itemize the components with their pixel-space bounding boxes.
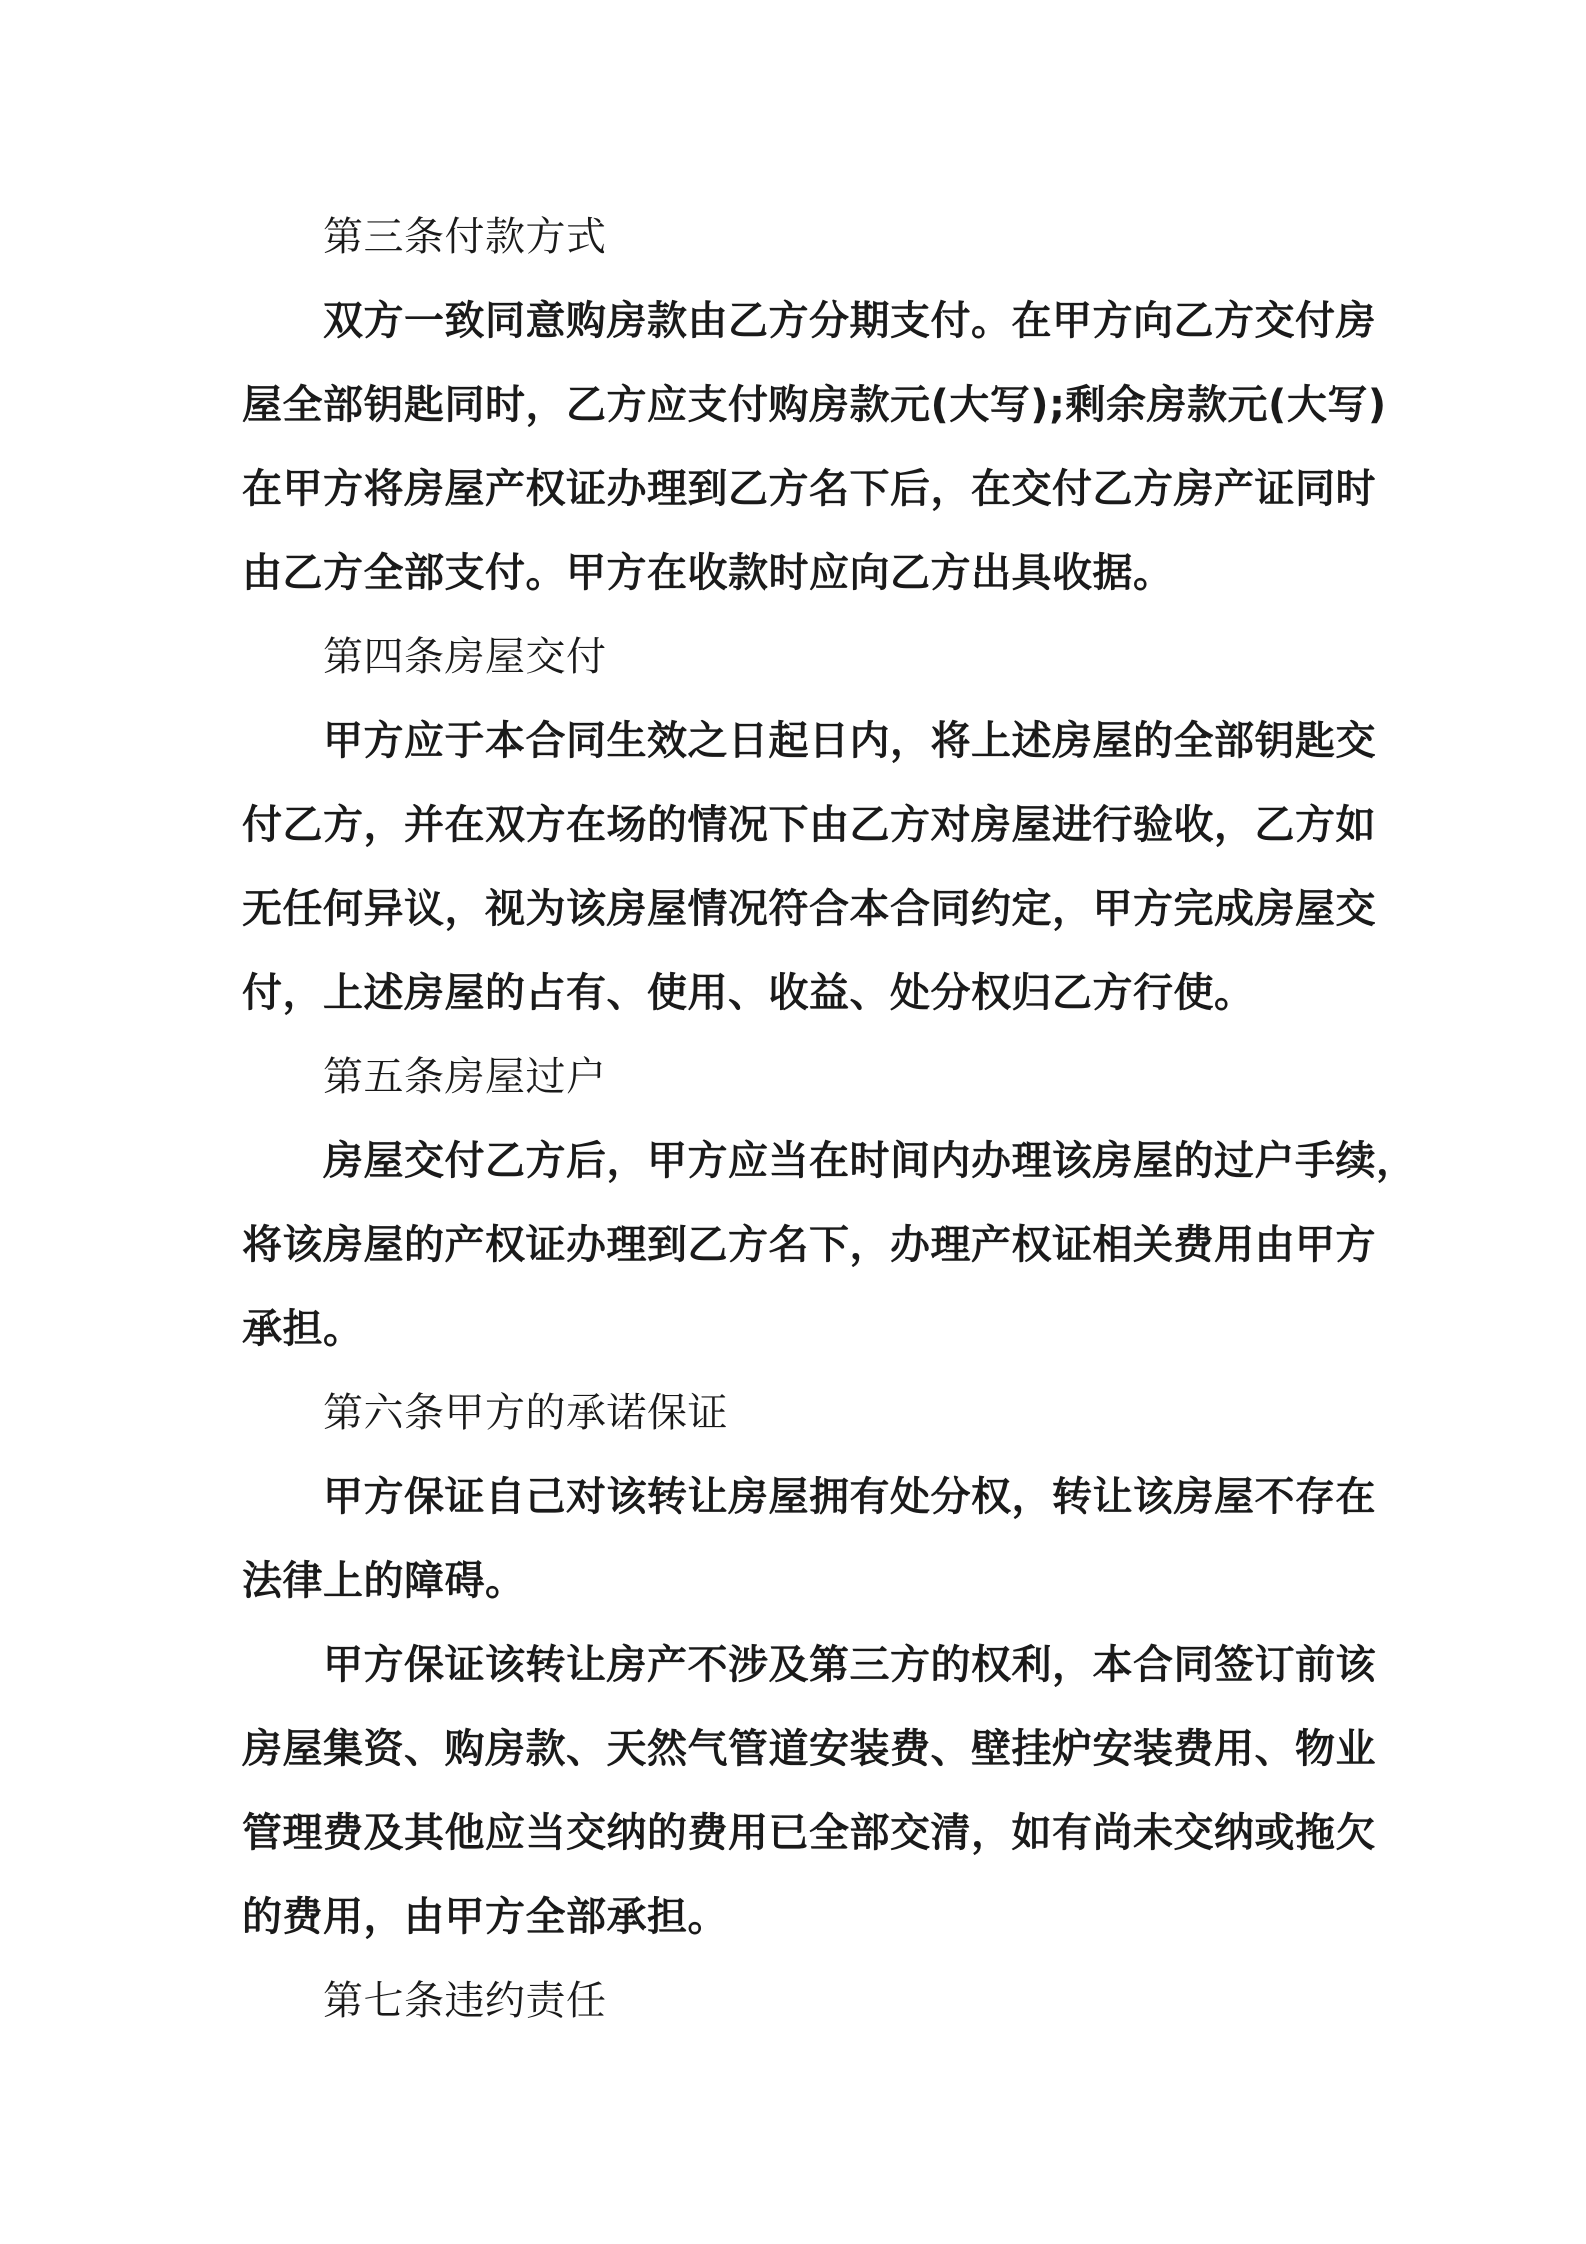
paragraph-line: 屋全部钥匙同时，乙方应支付购房款元(大写);剩余房款元(大写) xyxy=(242,382,1387,428)
paragraph-line: 由乙方全部支付。甲方在收款时应向乙方出具收据。 xyxy=(242,550,1174,596)
paragraph-line: 管理费及其他应当交纳的费用已全部交清，如有尚未交纳或拖欠 xyxy=(242,1810,1376,1856)
paragraph-line: 在甲方将房屋产权证办理到乙方名下后，在交付乙方房产证同时 xyxy=(242,466,1376,512)
paragraph-line: 付乙方，并在双方在场的情况下由乙方对房屋进行验收，乙方如 xyxy=(242,802,1376,848)
paragraph-line: 将该房屋的产权证办理到乙方名下，办理产权证相关费用由甲方 xyxy=(242,1222,1376,1268)
paragraph-line: 的费用，由甲方全部承担。 xyxy=(242,1894,728,1940)
paragraph-line: 法律上的障碍。 xyxy=(242,1558,526,1604)
paragraph-line: 房屋集资、购房款、天然气管道安装费、壁挂炉安装费用、物业 xyxy=(242,1726,1376,1772)
section-heading: 第三条付款方式 xyxy=(323,214,607,260)
section-heading: 第五条房屋过户 xyxy=(323,1054,607,1100)
section-heading: 第四条房屋交付 xyxy=(323,634,607,680)
paragraph-line: 房屋交付乙方后，甲方应当在时间内办理该房屋的过户手续， xyxy=(323,1138,1417,1184)
paragraph-line: 甲方应于本合同生效之日起日内，将上述房屋的全部钥匙交 xyxy=(323,718,1376,764)
paragraph-line: 甲方保证自己对该转让房屋拥有处分权，转让该房屋不存在 xyxy=(323,1474,1376,1520)
section-heading: 第七条违约责任 xyxy=(323,1978,607,2024)
paragraph-line: 付，上述房屋的占有、使用、收益、处分权归乙方行使。 xyxy=(242,970,1255,1016)
paragraph-line: 承担。 xyxy=(242,1306,364,1352)
section-heading: 第六条甲方的承诺保证 xyxy=(323,1390,728,1436)
paragraph-line: 甲方保证该转让房产不涉及第三方的权利，本合同签订前该 xyxy=(323,1642,1376,1688)
paragraph-line: 双方一致同意购房款由乙方分期支付。在甲方向乙方交付房 xyxy=(323,298,1376,344)
paragraph-line: 无任何异议，视为该房屋情况符合本合同约定，甲方完成房屋交 xyxy=(242,886,1376,932)
document-body xyxy=(242,195,1417,2043)
